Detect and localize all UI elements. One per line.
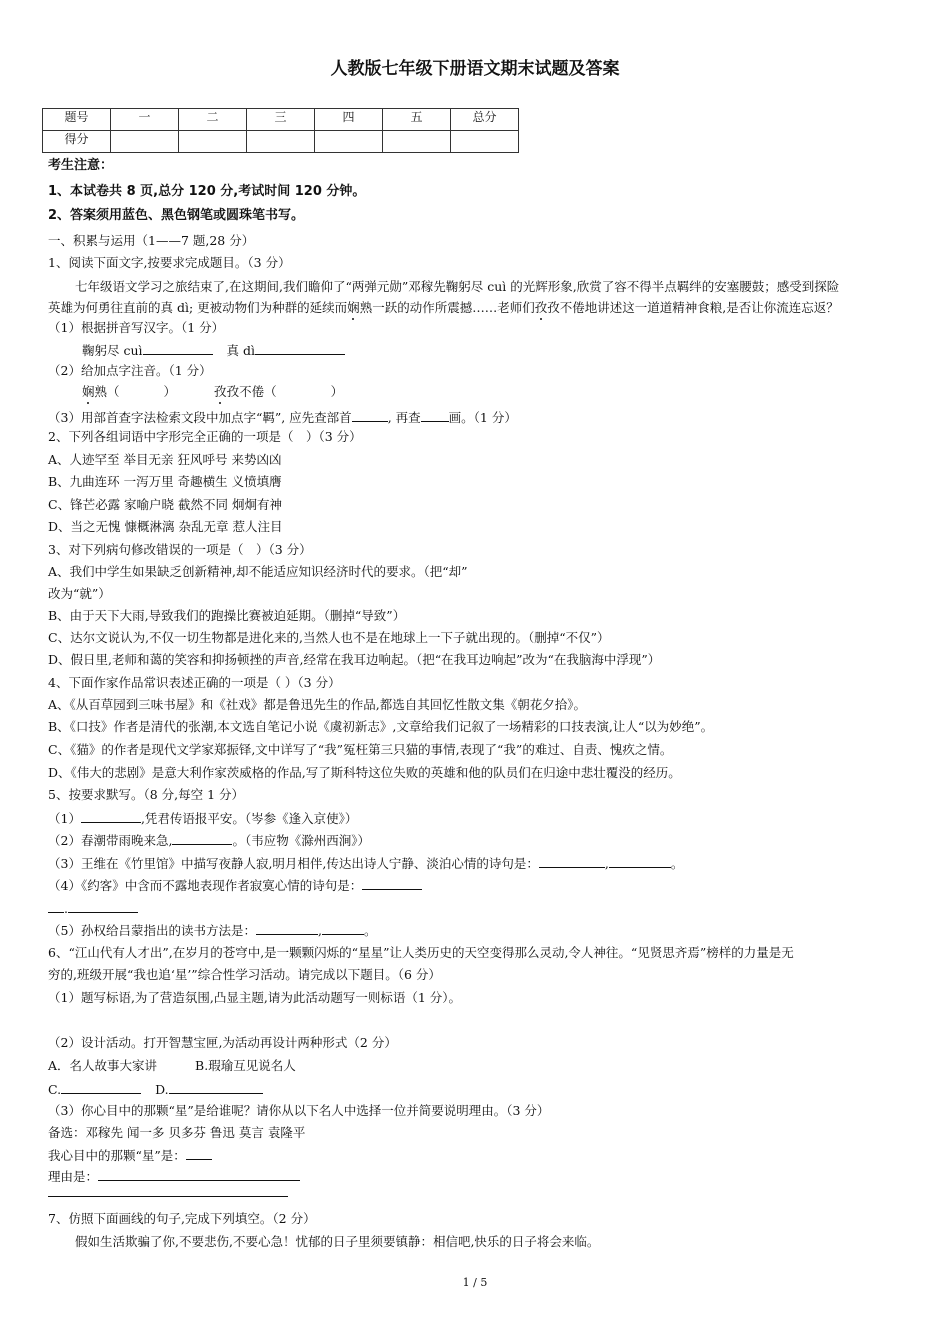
- q5-item-4-cont: [48, 900, 138, 917]
- section-heading: 一、积累与运用（1——7 题,28 分）: [48, 233, 255, 248]
- q1-passage-line1: 七年级语文学习之旅结束了,在这期间,我们瞻仰了“两弹元勋”邓稼先鞠躬尽 cuì 的光辉形象,欣赏了容不得半点羁绊的安塞腰鼓；感受到探险: [75, 279, 840, 294]
- q4-option-d: D、《伟大的悲剧》是意大利作家茨威格的作品,写了斯科特这位失败的英雄和他的队员们在归途中悲壮覆没的经历。: [48, 765, 681, 780]
- dotted-char: 娴: [82, 384, 95, 399]
- answer-blank[interactable]: [362, 877, 422, 890]
- pinyin-prompt: 鞠躬尽 cuì: [82, 343, 143, 358]
- answer-blank[interactable]: [539, 855, 605, 868]
- phonetic-prompt: 熟（: [94, 384, 120, 399]
- score-cell[interactable]: [111, 131, 179, 153]
- passage-text: 英雄为何勇往直前的真 dì; 更被动物们为种群的延续而: [48, 300, 348, 315]
- page-title: 人教版七年级下册语文期末试题及答案: [330, 59, 620, 79]
- score-header-cell: 二: [179, 109, 247, 131]
- dotted-char: 孜: [534, 300, 548, 315]
- notes-heading: 考生注意：: [48, 158, 114, 173]
- score-table-header-row: [43, 109, 519, 131]
- answer-blank[interactable]: [322, 922, 364, 935]
- answer-blank[interactable]: [98, 1168, 300, 1181]
- q5-text: （5）孙权给吕蒙指出的读书方法是：: [48, 923, 256, 938]
- q5-text: 。: [363, 923, 377, 938]
- score-header-cell: 题号: [43, 109, 111, 131]
- answer-blank[interactable]: [255, 342, 345, 355]
- q2-option-a: A、人迹罕至 举目无亲 狂风呼号 来势凶凶: [48, 452, 282, 467]
- q1-part3-text: （3）用部首查字法检索文段中加点字“羁”, 应先查部首: [48, 410, 352, 425]
- answer-blank[interactable]: [169, 1081, 263, 1094]
- q1-part2: （2）给加点字注音。（1 分）: [48, 363, 212, 378]
- q6-part2: （2）设计活动。打开智慧宝匣,为活动再设计两种形式（2 分）: [48, 1035, 397, 1050]
- q6-part2-options-cd: [48, 1081, 263, 1098]
- phonetic-prompt: 孜不倦（: [226, 384, 277, 399]
- q3-option-a: A、我们中学生如果缺乏创新精神,却不能适应知识经济时代的要求。（把“却”: [48, 564, 468, 579]
- q5-item-1: [48, 810, 357, 827]
- score-cell[interactable]: [179, 131, 247, 153]
- score-table-row: [43, 131, 519, 153]
- score-header-cell: 五: [383, 109, 451, 131]
- q4-option-c: C、《猫》的作者是现代文学家郑振铎,文中详写了“我”冤枉第三只猫的事情,表现了“我”的难过、自责、愧疚之情。: [48, 742, 673, 757]
- q1-part1-answers: [82, 342, 345, 359]
- q6-star-label: 我心目中的那颗“星”是：: [48, 1148, 186, 1163]
- score-cell[interactable]: [315, 131, 383, 153]
- activity-option: A．名人故事大家讲: [48, 1058, 158, 1073]
- passage-text: 孜不倦地讲述这一道道精神食粮,是否让你流连忘返？: [547, 300, 839, 315]
- q5-text: ,: [604, 856, 609, 871]
- q4-stem: 4、下面作家作品常识表述正确的一项是（ ）（3 分）: [48, 675, 341, 690]
- activity-option: C.: [48, 1082, 62, 1097]
- answer-blank[interactable]: [48, 900, 64, 913]
- phonetic-close: ）: [163, 384, 177, 399]
- score-header-cell: 总分: [451, 109, 519, 131]
- q6-part2-options-ab: [48, 1058, 296, 1074]
- note-1: 1、本试卷共 8 页,总分 120 分,考试时间 120 分钟。: [48, 184, 366, 199]
- q5-text: .: [64, 901, 68, 916]
- answer-blank[interactable]: [81, 810, 141, 823]
- q1-part3-text: 画。（1 分）: [448, 410, 517, 425]
- q5-item-4: [48, 877, 422, 894]
- q3-option-a-cont: 改为“就”）: [48, 586, 111, 601]
- page-number: 1 / 5: [462, 1276, 488, 1289]
- q2-option-c: C、锋芒必露 家喻户晓 截然不同 炯炯有神: [48, 497, 282, 512]
- q6-reason: [48, 1168, 300, 1185]
- q5-text: （3）王维在《竹里馆》中描写夜静人寂,明月相伴,传达出诗人宁静、淡泊心情的诗句是：: [48, 856, 539, 871]
- note-2: 2、答案须用蓝色、黑色钢笔或圆珠笔书写。: [48, 208, 305, 223]
- answer-blank[interactable]: [421, 409, 449, 422]
- answer-blank[interactable]: [48, 1184, 288, 1197]
- dotted-char: 娴: [347, 300, 360, 315]
- answer-blank[interactable]: [609, 855, 671, 868]
- activity-option: D.: [155, 1082, 169, 1097]
- answer-blank[interactable]: [186, 1147, 212, 1160]
- score-cell[interactable]: [383, 131, 451, 153]
- q5-item-5: [48, 922, 376, 939]
- q1-stem: 1、阅读下面文字,按要求完成题目。（3 分）: [48, 255, 291, 270]
- answer-blank[interactable]: [172, 832, 232, 845]
- q6-candidates: 备选：邓稼先 闻一多 贝多芬 鲁迅 莫言 袁隆平: [48, 1125, 306, 1140]
- score-table: [42, 108, 519, 153]
- score-cell[interactable]: [451, 131, 519, 153]
- q2-option-d: D、当之无愧 慷概淋漓 杂乱无章 惹人注目: [48, 519, 283, 534]
- activity-option: B.瑕瑜互见说名人: [195, 1058, 296, 1073]
- q6-stem-line2: 穷的,班级开展“我也追‘星’”综合性学习活动。请完成以下题目。（6 分）: [48, 967, 441, 982]
- score-header-cell: 四: [315, 109, 383, 131]
- q5-text: ,凭君传语报平安。（岑参《逢入京使》）: [140, 811, 358, 826]
- q7-stem: 7、仿照下面画线的句子,完成下列填空。（2 分）: [48, 1211, 316, 1226]
- score-header-cell: 三: [247, 109, 315, 131]
- q5-item-2: [48, 832, 370, 849]
- score-cell[interactable]: [247, 131, 315, 153]
- q1-part3: [48, 409, 517, 426]
- score-header-cell: 一: [111, 109, 179, 131]
- answer-blank[interactable]: [68, 900, 138, 913]
- q5-text: ,: [317, 923, 322, 938]
- q1-part1: （1）根据拼音写汉字。（1 分）: [48, 320, 225, 335]
- answer-blank[interactable]: [61, 1081, 141, 1094]
- pinyin-prompt: 真 dì: [226, 343, 256, 358]
- q5-stem: 5、按要求默写。（8 分,每空 1 分）: [48, 787, 245, 802]
- answer-blank[interactable]: [256, 922, 318, 935]
- q2-option-b: B、九曲连环 一泻万里 奇趣横生 义愤填膺: [48, 474, 282, 489]
- q4-option-b: B、《口技》作者是清代的张潮,本文选自笔记小说《虞初新志》,文章给我们记叙了一场精彩的口技表演,让人“以为妙绝”。: [48, 719, 714, 734]
- q6-part1: （1）题写标语,为了营造氛围,凸显主题,请为此活动题写一则标语（1 分）。: [48, 990, 462, 1005]
- q1-part3-text: , 再查: [387, 410, 421, 425]
- q5-text: 。: [670, 856, 684, 871]
- q4-option-a: A、《从百草园到三味书屋》和《社戏》都是鲁迅先生的作品,都选自其回忆性散文集《朝花夕拾》。: [48, 697, 587, 712]
- q5-text: 。（韦应物《滁州西涧》）: [232, 833, 370, 848]
- q3-option-c: C、达尔文说认为,不仅一切生物都是进化来的,当然人也不是在地球上一下子就出现的。（删掉“不仅”）: [48, 630, 610, 645]
- q6-reason-cont: [48, 1184, 288, 1201]
- q5-text: （4）《约客》中含而不露地表现作者寂寞心情的诗句是：: [48, 878, 363, 893]
- q5-item-3: [48, 855, 683, 872]
- q1-passage-line2: [48, 300, 839, 316]
- q1-part2-answers: [82, 384, 343, 400]
- q5-text: （2）春潮带雨晚来急,: [48, 833, 173, 848]
- q7-text: 假如生活欺骗了你,不要悲伤,不要心急！忧郁的日子里须要镇静：相信吧,快乐的日子将会来临。: [75, 1234, 600, 1249]
- answer-blank[interactable]: [352, 409, 388, 422]
- q6-reason-label: 理由是：: [48, 1169, 99, 1184]
- q3-option-d: D、假日里,老师和蔼的笑容和抑扬顿挫的声音,经常在我耳边响起。（把“在我耳边响起”改为“在我脑海中浮现”）: [48, 652, 661, 667]
- q6-star: [48, 1147, 212, 1164]
- dotted-char: 孜: [214, 384, 227, 399]
- q6-stem-line1: 6、“江山代有人才出”,在岁月的苍穹中,是一颗颗闪烁的“星星”让人类历史的天空变得那么灵动,令人神往。“见贤思齐焉”榜样的力量是无: [48, 945, 794, 960]
- passage-text: 熟一跃的动作所震撼……老师们: [359, 300, 535, 315]
- q3-stem: 3、对下列病句修改错误的一项是（ ）（3 分）: [48, 542, 312, 557]
- q6-part3: （3）你心目中的那颗“星”是给谁呢？请你从以下名人中选择一位并简要说明理由。（3 分）: [48, 1103, 550, 1118]
- answer-blank[interactable]: [143, 342, 213, 355]
- q5-text: （1）: [48, 811, 81, 826]
- q3-option-b: B、由于天下大雨,导致我们的跑操比赛被迫延期。（删掉“导致”）: [48, 608, 406, 623]
- q2-stem: 2、下列各组词语中字形完全正确的一项是（ ）（3 分）: [48, 429, 362, 444]
- score-row-label: 得分: [43, 131, 111, 153]
- phonetic-close: ）: [330, 384, 344, 399]
